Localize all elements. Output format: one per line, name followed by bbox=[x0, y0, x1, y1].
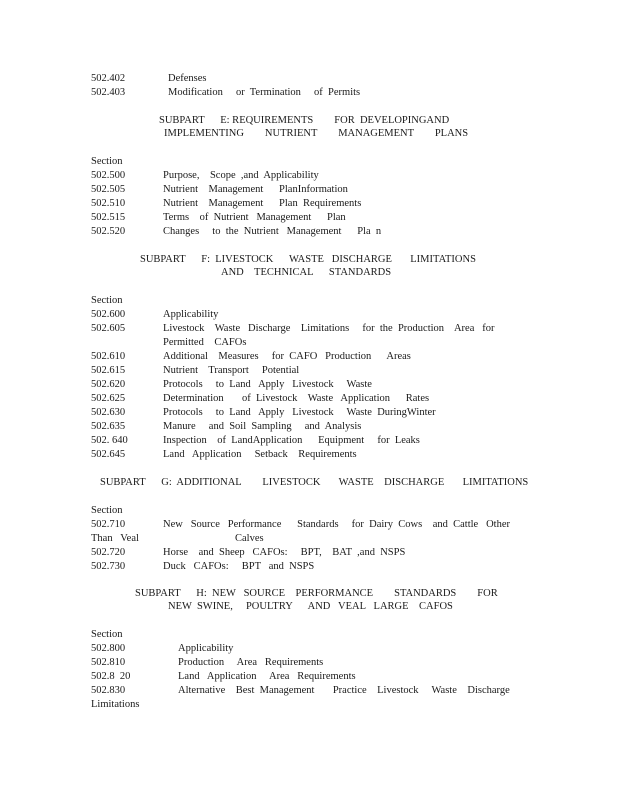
section-title: Horse and Sheep CAFOs: BPT, BAT ,and NSPS bbox=[163, 547, 406, 558]
section-title: Additional Measures for CAFO Production Areas bbox=[163, 351, 411, 362]
section-title-continuation: Permitted CAFOs bbox=[163, 337, 247, 348]
section-number: 502.605 bbox=[91, 323, 126, 334]
section-number: 502.800 bbox=[91, 643, 126, 654]
section-number: 502. 640 bbox=[91, 435, 128, 446]
section-title: Land Application Area Requirements bbox=[178, 671, 356, 682]
section-title: Terms of Nutrient Management Plan bbox=[163, 212, 346, 223]
section-label: Section bbox=[91, 629, 123, 640]
section-number: 502.730 bbox=[91, 561, 126, 572]
section-number: 502.515 bbox=[91, 212, 126, 223]
subpart-heading: SUBPART F: LIVESTOCK WASTE DISCHARGE LIMITATIONS bbox=[140, 254, 476, 265]
section-title: Protocols to Land Apply Livestock Waste DuringWinter bbox=[163, 407, 436, 418]
section-title: Land Application Setback Requirements bbox=[163, 449, 357, 460]
section-title: New Source Performance Standards for Dairy Cows and Cattle Other bbox=[163, 519, 510, 530]
section-number: 502.520 bbox=[91, 226, 126, 237]
section-number: 502.635 bbox=[91, 421, 126, 432]
section-number: 502.615 bbox=[91, 365, 126, 376]
section-title-continuation: Than Veal bbox=[91, 533, 139, 544]
section-title: Changes to the Nutrient Management Pla n bbox=[163, 226, 382, 237]
section-number: 502.710 bbox=[91, 519, 126, 530]
section-number: 502.510 bbox=[91, 198, 126, 209]
section-title: Alternative Best Management Practice Livestock Waste Discharge bbox=[178, 685, 510, 696]
section-title: Inspection of LandApplication Equipment for Leaks bbox=[163, 435, 420, 446]
section-title: Determination of Livestock Waste Application Rates bbox=[163, 393, 430, 404]
section-number: 502.505 bbox=[91, 184, 126, 195]
section-title: Production Area Requirements bbox=[178, 657, 324, 668]
section-number: 502.620 bbox=[91, 379, 126, 390]
subpart-heading: IMPLEMENTING NUTRIENT MANAGEMENT PLANS bbox=[164, 128, 469, 139]
subpart-heading: AND TECHNICAL STANDARDS bbox=[221, 267, 392, 278]
section-number: 502.830 bbox=[91, 685, 126, 696]
section-title: Protocols to Land Apply Livestock Waste bbox=[163, 379, 372, 390]
section-title: Livestock Waste Discharge Limitations for the Production Area for bbox=[163, 323, 495, 334]
section-number: 502.500 bbox=[91, 170, 126, 181]
section-title: Duck CAFOs: BPT and NSPS bbox=[163, 561, 315, 572]
section-title: Nutrient Transport Potential bbox=[163, 365, 300, 376]
section-label: Section bbox=[91, 505, 123, 516]
section-title-continuation: Calves bbox=[235, 533, 264, 544]
section-label: Section bbox=[91, 156, 123, 167]
section-label: Section bbox=[91, 295, 123, 306]
section-title: Nutrient Management PlanInformation bbox=[163, 184, 348, 195]
section-title: Modification or Termination of Permits bbox=[168, 87, 361, 98]
section-title: Defenses bbox=[168, 73, 207, 84]
section-title: Applicability bbox=[163, 309, 219, 320]
subpart-heading: SUBPART G: ADDITIONAL LIVESTOCK WASTE DISCHARGE LIMITATIONS bbox=[100, 477, 529, 488]
section-title-continuation: Limitations bbox=[91, 699, 140, 710]
section-number: 502.625 bbox=[91, 393, 126, 404]
subpart-heading: NEW SWINE, POULTRY AND VEAL LARGE CAFOS bbox=[168, 601, 453, 612]
section-number: 502.403 bbox=[91, 87, 126, 98]
section-title: Manure and Soil Sampling and Analysis bbox=[163, 421, 362, 432]
section-number: 502.630 bbox=[91, 407, 126, 418]
subpart-heading: SUBPART H: NEW SOURCE PERFORMANCE STANDARDS FOR bbox=[135, 588, 498, 599]
section-number: 502.810 bbox=[91, 657, 126, 668]
section-number: 502.8 20 bbox=[91, 671, 131, 682]
subpart-heading: SUBPART E: REQUIREMENTS FOR DEVELOPINGAND bbox=[159, 115, 450, 126]
section-title: Applicability bbox=[178, 643, 234, 654]
section-title: Nutrient Management Plan Requirements bbox=[163, 198, 362, 209]
section-number: 502.402 bbox=[91, 73, 126, 84]
section-number: 502.610 bbox=[91, 351, 126, 362]
section-number: 502.720 bbox=[91, 547, 126, 558]
section-number: 502.645 bbox=[91, 449, 126, 460]
section-number: 502.600 bbox=[91, 309, 126, 320]
section-title: Purpose, Scope ,and Applicability bbox=[163, 170, 319, 181]
